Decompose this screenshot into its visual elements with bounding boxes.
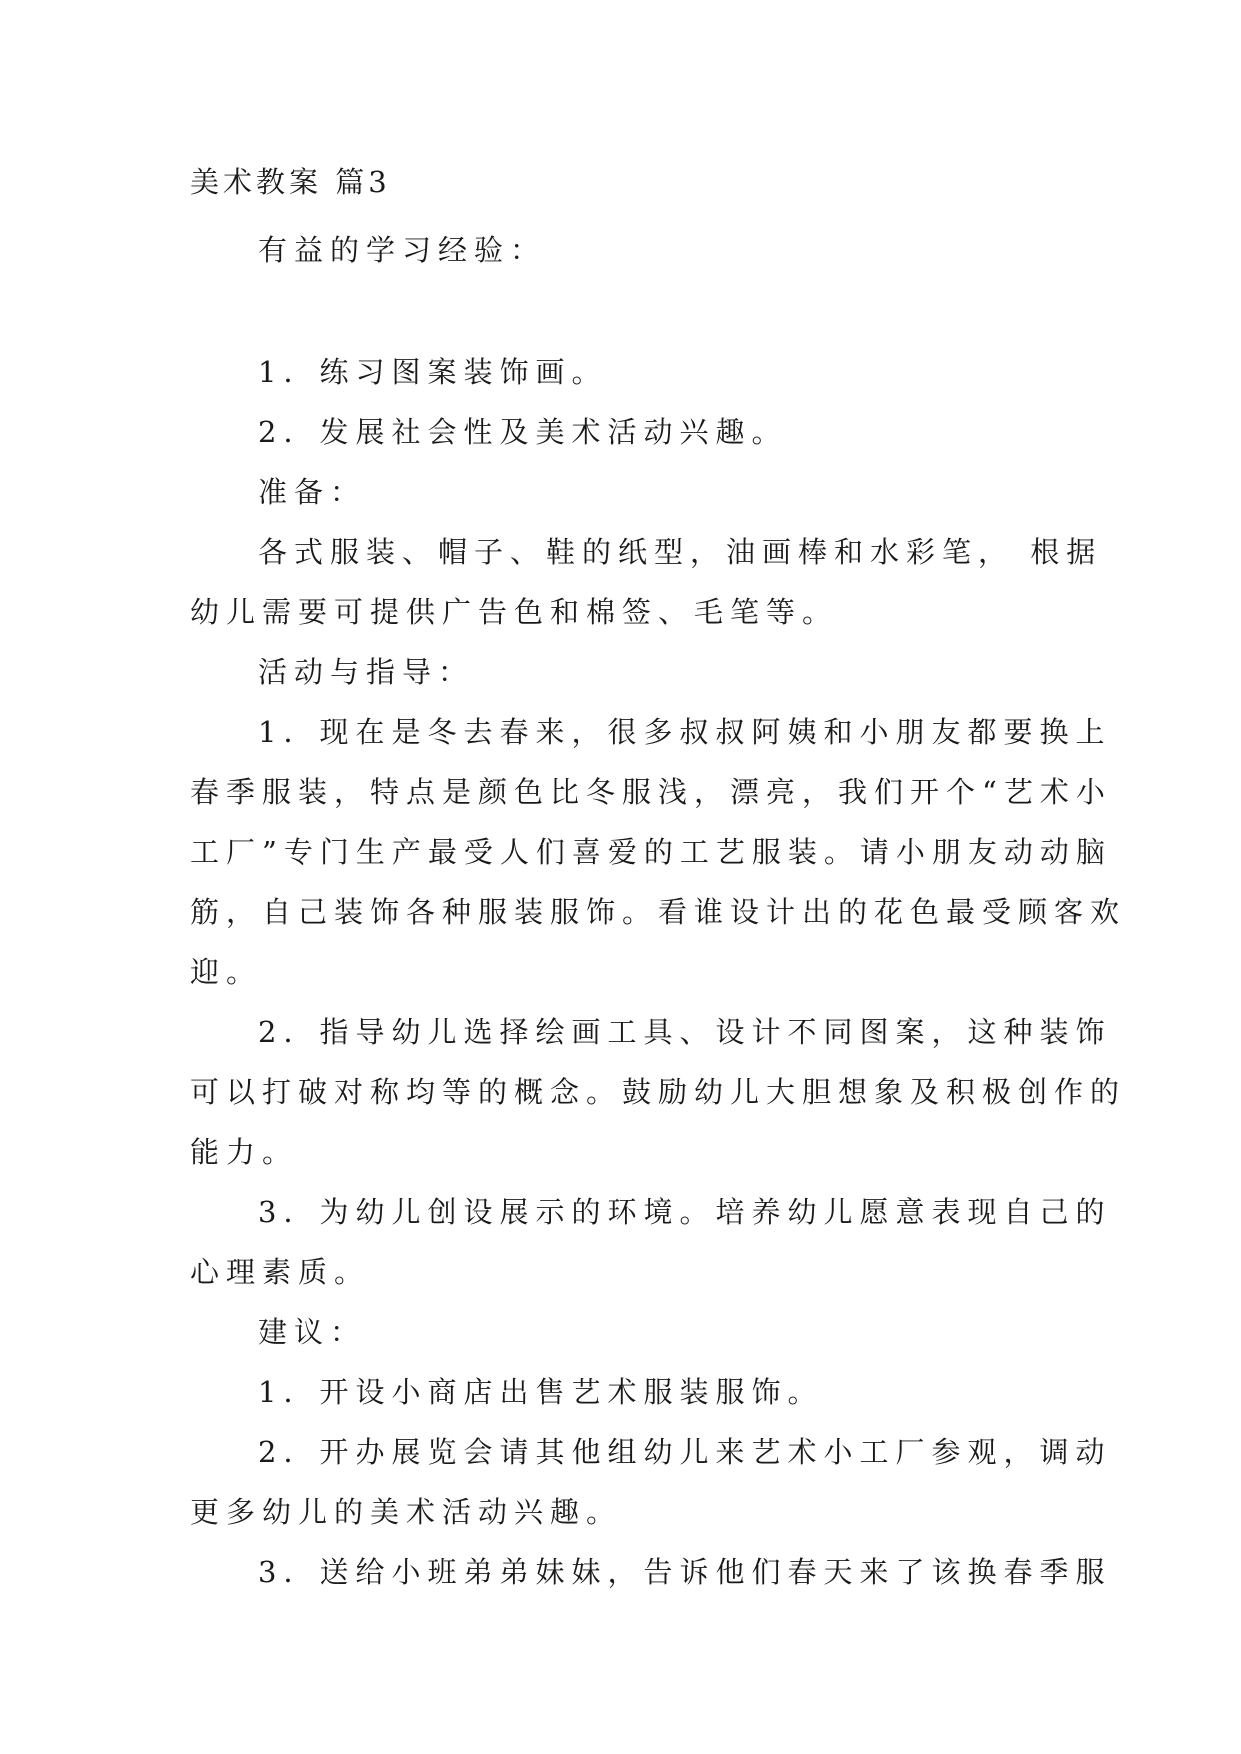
paragraph-line: 3．为幼儿创设展示的环境。培养幼儿愿意表现自己的 — [258, 1195, 1112, 1229]
paragraph-line: 2．指导幼儿选择绘画工具、设计不同图案，这种装饰 — [258, 1015, 1112, 1049]
paragraph-line: 3．送给小班弟弟妹妹，告诉他们春天来了该换春季服 — [258, 1555, 1112, 1589]
section-heading-activity-guidance: 活动与指导： — [258, 655, 475, 689]
paragraph-line: 心理素质。 — [190, 1255, 371, 1289]
paragraph-line: 迎。 — [190, 955, 263, 989]
paragraph-line: 工厂”专门生产最受人们喜爱的工艺服装。请小朋友动动脑 — [190, 835, 1112, 869]
paragraph-line: 1．练习图案装饰画。 — [258, 355, 608, 389]
paragraph-line: 幼儿需要可提供广告色和棉签、毛笔等。 — [190, 595, 839, 629]
paragraph-line: 各式服装、帽子、鞋的纸型，油画棒和水彩笔， 根据 — [258, 535, 1103, 569]
section-heading-learning-experience: 有益的学习经验： — [258, 233, 547, 267]
paragraph-line: 筋，自己装饰各种服装服饰。看谁设计出的花色最受顾客欢 — [190, 895, 1127, 929]
paragraph-line: 能力。 — [190, 1135, 299, 1169]
paragraph-line: 2．发展社会性及美术活动兴趣。 — [258, 415, 788, 449]
section-heading-preparation: 准备： — [258, 475, 367, 509]
paragraph-line: 可以打破对称均等的概念。鼓励幼儿大胆想象及积极创作的 — [190, 1075, 1127, 1109]
paragraph-line: 1．现在是冬去春来，很多叔叔阿姨和小朋友都要换上 — [258, 715, 1112, 749]
paragraph-line: 春季服装，特点是颜色比冬服浅，漂亮，我们开个“艺术小 — [190, 775, 1112, 809]
section-heading-suggestions: 建议： — [258, 1315, 367, 1349]
document-title: 美术教案 篇3 — [190, 165, 391, 199]
paragraph-line: 1．开设小商店出售艺术服装服饰。 — [258, 1375, 824, 1409]
paragraph-line: 2．开办展览会请其他组幼儿来艺术小工厂参观，调动 — [258, 1435, 1112, 1469]
paragraph-line: 更多幼儿的美术活动兴趣。 — [190, 1495, 623, 1529]
